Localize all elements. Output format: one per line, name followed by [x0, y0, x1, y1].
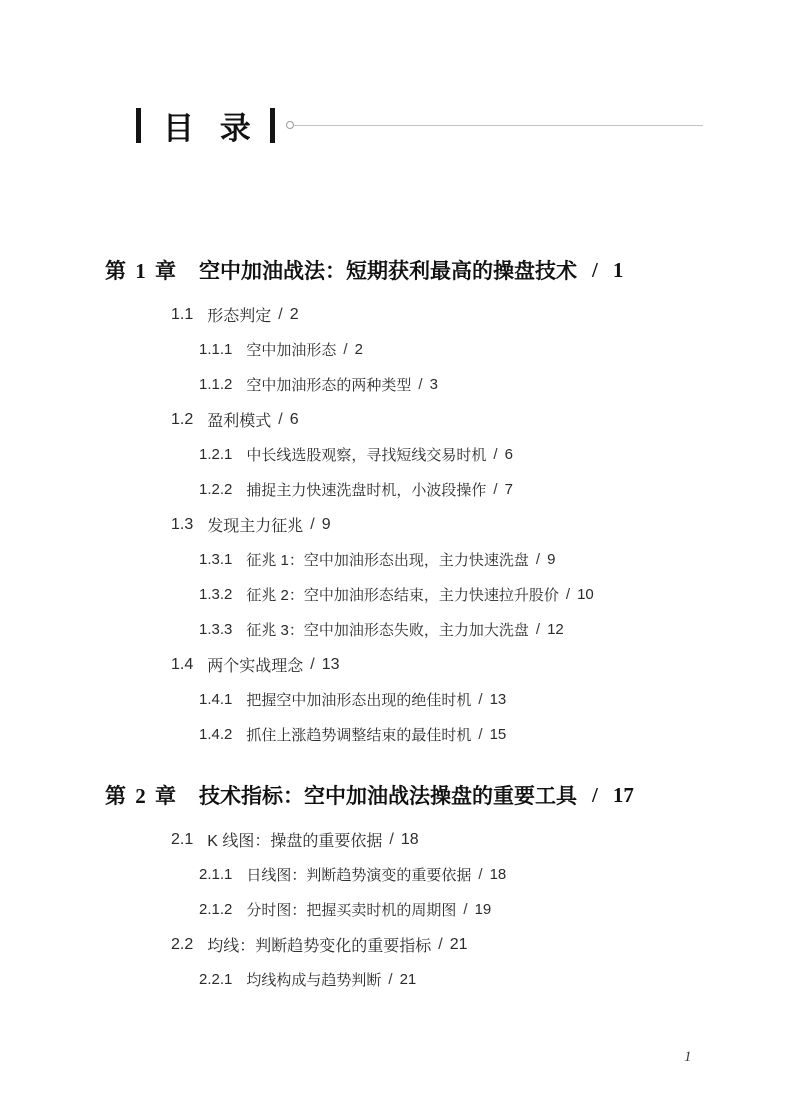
separator: / [478, 691, 483, 708]
header-rule-line [294, 125, 703, 126]
separator: / [535, 551, 541, 568]
entry-page-number: 13 [321, 655, 340, 673]
entry-title: 把握空中加油形态出现的绝佳时机 [246, 692, 472, 709]
toc-list [0, 252, 800, 997]
entry-number: 1.4.2 [199, 726, 233, 743]
entry-title: 捕捉主力快速洗盘时机，小波段操作 [246, 482, 487, 499]
entry-number: 2.1.2 [199, 901, 233, 918]
separator: / [389, 830, 394, 848]
entry-title: 抓住上涨趋势调整结束的最佳时机 [246, 727, 472, 744]
toc-entry [0, 857, 800, 892]
separator: / [310, 655, 315, 673]
toc-entry [0, 577, 800, 612]
separator: / [278, 410, 283, 428]
entry-number: 2.2 [171, 935, 194, 953]
chapter-label: 第 1 章 [105, 259, 178, 283]
toc-entry [0, 332, 800, 367]
entry-page-number: 18 [400, 830, 419, 848]
entry-number: 1.1.2 [199, 376, 233, 393]
entry-title: 征兆 1：空中加油形态出现，主力快速洗盘 [246, 552, 529, 569]
toc-entry [0, 927, 800, 962]
separator: / [343, 341, 348, 358]
entry-page-number: 15 [489, 726, 507, 743]
entry-page-number: 6 [504, 446, 513, 463]
chapter-page-number: 1 [612, 257, 624, 282]
entry-page-number: 9 [321, 515, 331, 533]
toc-entry [0, 612, 800, 647]
separator: / [278, 305, 283, 323]
entry-title: 中长线选股观察，寻找短线交易时机 [246, 447, 487, 464]
entry-page-number: 21 [399, 971, 417, 988]
page-title: 目 录 [163, 110, 260, 146]
entry-title: 发现主力征兆 [207, 518, 304, 535]
toc-entry [0, 507, 800, 542]
separator: / [478, 866, 483, 883]
toc-entry [0, 472, 800, 507]
entry-page-number: 6 [289, 410, 299, 428]
entry-title: 均线构成与趋势判断 [246, 972, 382, 989]
entry-number: 1.3.3 [199, 621, 233, 638]
entry-number: 2.1.1 [199, 866, 233, 883]
toc-entry [0, 892, 800, 927]
entry-number: 1.4.1 [199, 691, 233, 708]
entry-number: 1.1 [171, 305, 194, 323]
toc-entry [0, 542, 800, 577]
entry-title: 分时图：把握买卖时机的周期图 [246, 902, 457, 919]
entry-title: 征兆 3：空中加油形态失败，主力加大洗盘 [246, 622, 529, 639]
entry-number: 1.1.1 [199, 341, 233, 358]
entry-page-number: 2 [354, 341, 363, 358]
entry-page-number: 3 [429, 376, 438, 393]
entry-number: 1.3 [171, 515, 194, 533]
toc-entry [0, 717, 800, 752]
entry-page-number: 13 [489, 691, 507, 708]
entry-title: 日线图：判断趋势演变的重要依据 [246, 867, 472, 884]
entry-number: 2.2.1 [199, 971, 233, 988]
entry-page-number: 19 [474, 901, 492, 918]
toc-entry [0, 647, 800, 682]
toc-entry [0, 367, 800, 402]
separator: / [388, 971, 393, 988]
entry-page-number: 10 [577, 586, 594, 603]
entry-title: 空中加油形态的两种类型 [246, 377, 412, 394]
entry-title: 两个实战理念 [207, 658, 304, 675]
entry-number: 1.2.2 [199, 481, 233, 498]
separator: / [478, 726, 483, 743]
entry-title: 形态判定 [207, 308, 272, 325]
toc-entry [0, 822, 800, 857]
entry-title: 均线：判断趋势变化的重要指标 [207, 938, 432, 955]
toc-entry [0, 437, 800, 472]
separator: / [463, 901, 468, 918]
toc-entry [0, 297, 800, 332]
chapter-heading [0, 252, 800, 288]
entry-page-number: 9 [547, 551, 556, 568]
chapter-title: 空中加油战法：短期获利最高的操盘技术 [199, 259, 577, 283]
separator: / [565, 586, 571, 603]
entry-number: 1.4 [171, 655, 194, 673]
entry-title: 空中加油形态 [246, 342, 337, 359]
circle-ornament-icon [286, 121, 294, 129]
chapter-label: 第 2 章 [105, 784, 178, 808]
entry-number: 2.1 [171, 830, 194, 848]
entry-page-number: 2 [289, 305, 299, 323]
entry-number: 1.3.2 [199, 586, 233, 603]
entry-title: 征兆 2：空中加油形态结束，主力快速拉升股价 [246, 587, 559, 604]
separator: / [493, 446, 498, 463]
separator: / [592, 782, 598, 807]
entry-title: K 线图：操盘的重要依据 [207, 833, 383, 850]
entry-number: 1.2 [171, 410, 194, 428]
separator: / [592, 257, 598, 282]
chapter-heading [0, 777, 800, 813]
chapter-page-number: 17 [612, 782, 634, 807]
entry-page-number: 21 [449, 935, 468, 953]
entry-number: 1.3.1 [199, 551, 233, 568]
separator: / [310, 515, 315, 533]
left-bar-decoration [136, 108, 141, 143]
toc-entry [0, 962, 800, 997]
separator: / [493, 481, 498, 498]
chapter-title: 技术指标：空中加油战法操盘的重要工具 [199, 784, 577, 808]
separator: / [535, 621, 541, 638]
entry-number: 1.2.1 [199, 446, 233, 463]
right-bar-decoration [270, 108, 275, 143]
entry-title: 盈利模式 [207, 413, 272, 430]
entry-page-number: 7 [504, 481, 513, 498]
toc-entry [0, 402, 800, 437]
entry-page-number: 18 [489, 866, 507, 883]
folio-page-number: 1 [684, 1049, 692, 1065]
toc-entry [0, 682, 800, 717]
separator: / [438, 935, 443, 953]
header [136, 104, 703, 146]
entry-page-number: 12 [547, 621, 564, 638]
separator: / [418, 376, 423, 393]
